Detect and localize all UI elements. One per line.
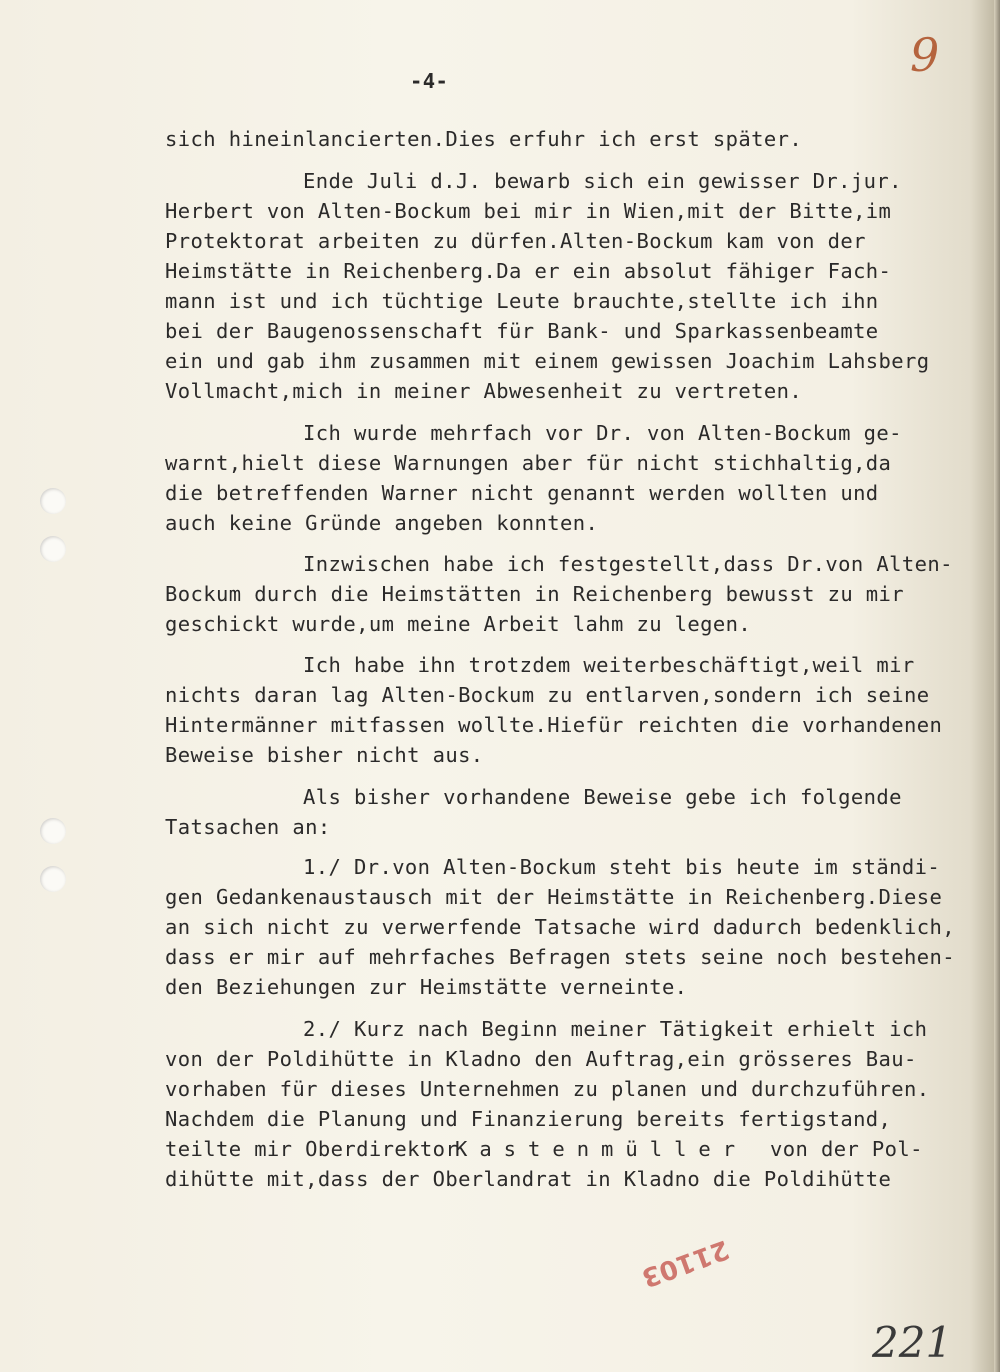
text-line: Bockum durch die Heimstätten in Reichenberg bewusst zu mir: [165, 582, 905, 606]
archive-stamp: 21103: [637, 1233, 733, 1293]
text-line: von der Pol-: [770, 1137, 923, 1161]
text-line-spaced-name: Kastenmüller: [455, 1137, 748, 1161]
text-line: Beweise bisher nicht aus.: [165, 743, 484, 767]
text-line: Heimstätte in Reichenberg.Da er ein absolut fähiger Fach-: [165, 259, 892, 283]
text-line: Ich habe ihn trotzdem weiterbeschäftigt,weil mir: [303, 653, 915, 677]
text-line: dihütte mit,dass der Oberlandrat in Kladno die Poldihütte: [165, 1167, 892, 1191]
text-line: auch keine Gründe angeben konnten.: [165, 511, 599, 535]
text-line: Als bisher vorhandene Beweise gebe ich folgende: [303, 785, 902, 809]
text-line: Ich wurde mehrfach vor Dr. von Alten-Bockum ge-: [303, 421, 902, 445]
text-line: sich hineinlancierten.Dies erfuhr ich erst später.: [165, 127, 803, 151]
folio-bottom-number: 221: [872, 1318, 953, 1367]
text-line: mann ist und ich tüchtige Leute brauchte,stellte ich ihn: [165, 289, 879, 313]
text-line: die betreffenden Warner nicht genannt werden wollten und: [165, 481, 879, 505]
text-line: 2./ Kurz nach Beginn meiner Tätigkeit erhielt ich: [303, 1017, 928, 1041]
text-line: dass er mir auf mehrfaches Befragen stets seine noch bestehen-: [165, 945, 956, 969]
page-edge: [994, 0, 1000, 1372]
text-line: 1./ Dr.von Alten-Bockum steht bis heute im ständi-: [303, 855, 941, 879]
text-line: Protektorat arbeiten zu dürfen.Alten-Bockum kam von der: [165, 229, 866, 253]
punch-hole-4: [40, 866, 66, 892]
text-line: vorhaben für dieses Unternehmen zu planen und durchzuführen.: [165, 1077, 930, 1101]
text-line: Nachdem die Planung und Finanzierung bereits fertigstand,: [165, 1107, 892, 1131]
text-line: Herbert von Alten-Bockum bei mir in Wien,mit der Bitte,im: [165, 199, 892, 223]
text-line: ein und gab ihm zusammen mit einem gewissen Joachim Lahsberg: [165, 349, 930, 373]
text-line: geschickt wurde,um meine Arbeit lahm zu legen.: [165, 612, 752, 636]
text-line: Inzwischen habe ich festgestellt,dass Dr.von Alten-: [303, 552, 953, 576]
text-line: Ende Juli d.J. bewarb sich ein gewisser Dr.jur.: [303, 169, 902, 193]
folio-pencil-number: 9: [910, 28, 940, 82]
page-number: -4-: [410, 69, 449, 93]
text-line: Hintermänner mitfassen wollte.Hiefür reichten die vorhandenen: [165, 713, 943, 737]
punch-hole-1: [40, 488, 66, 514]
text-line: warnt,hielt diese Warnungen aber für nicht stichhaltig,da: [165, 451, 892, 475]
text-line: den Beziehungen zur Heimstätte verneinte.: [165, 975, 688, 999]
text-line: Tatsachen an:: [165, 815, 331, 839]
punch-hole-3: [40, 818, 66, 844]
text-line: nichts daran lag Alten-Bockum zu entlarven,sondern ich seine: [165, 683, 930, 707]
text-line: von der Poldihütte in Kladno den Auftrag,ein grösseres Bau-: [165, 1047, 917, 1071]
text-line: an sich nicht zu verwerfende Tatsache wird dadurch bedenklich,: [165, 915, 956, 939]
text-line: Vollmacht,mich in meiner Abwesenheit zu vertreten.: [165, 379, 803, 403]
text-line: teilte mir Oberdirektor: [165, 1137, 459, 1161]
text-line: gen Gedankenaustausch mit der Heimstätte in Reichenberg.Diese: [165, 885, 943, 909]
text-line: bei der Baugenossenschaft für Bank- und Sparkassenbeamte: [165, 319, 879, 343]
punch-hole-2: [40, 536, 66, 562]
